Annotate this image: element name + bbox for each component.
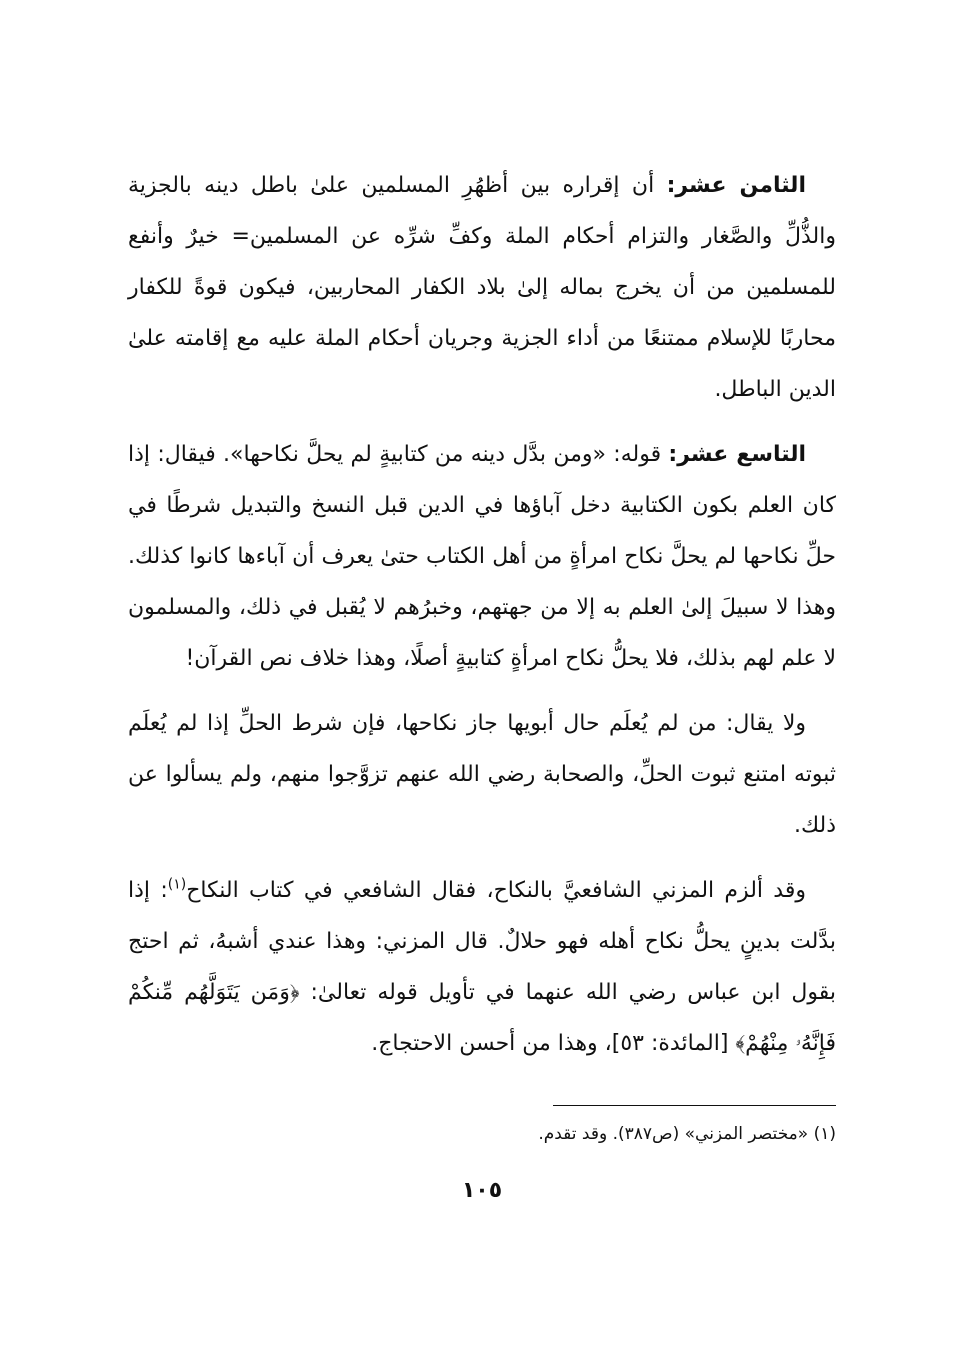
paragraph-body: أن إقراره بين أظهُرِ المسلمين علىٰ باطل دينه بالجزية والذُّلِّ والصَّغار والتزام أحكام الملة وكفِّ شرِّه عن المسلمين= خيرٌ وأنفع للمسلمين من أن يخرج بماله إلىٰ بلاد الكفار المحاربين، فيكون قوةً للكفار محاربًا للإسلام ممتنعًا من أداء الجزية وجريان أحكام الملة عليه مع إقامته علىٰ الدين الباطل. — [128, 173, 836, 402]
footnote-1: (١) «مختصر المزني» (ص٣٨٧). وقد تقدم. — [538, 1124, 836, 1144]
main-text — [128, 160, 836, 1083]
paragraph-body: قوله: «ومن بدَّل دينه من كتابيةٍ لم يحلَّ نكاحها». فيقال: إذا كان العلم بكون الكتابية دخل آباؤها في الدين قبل النسخ والتبديل شرطًا في حلِّ نكاحها لم يحلَّ نكاح امرأةٍ من أهل الكتاب حتىٰ يعرف أن آباءها كانوا كذلك. وهذا لا سبيلَ إلىٰ العلم به إلا من جهتهم، وخبرُهم لا يُقبل في ذلك، والمسلمون لا علم لهم بذلك، فلا يحلُّ نكاح امرأةٍ كتابيةٍ أصلًا، وهذا خلاف نص القرآن! — [128, 442, 836, 671]
page-number: ١٠٥ — [461, 1178, 503, 1203]
footnote-marker[interactable]: (١) — [167, 876, 187, 893]
paragraph-nineteenth — [128, 429, 836, 684]
paragraph-body: ولا يقال: من لم يُعلَم حال أبويها جاز نكاحها، فإن شرط الحلِّ إذا لم يُعلَم ثبوته امتنع ثبوت الحلِّ، والصحابة رضي الله عنهم تزوَّجوا منهم، ولم يسألوا عن ذلك. — [128, 711, 836, 838]
paragraph-muzani — [128, 865, 836, 1069]
paragraph-heading: التاسع عشر: — [668, 442, 807, 467]
paragraph-eighteenth — [128, 160, 836, 415]
paragraph-body-continued: : إذا بدَّلت بدينٍ يحلُّ نكاح أهله فهو حلالٌ. قال المزني: وهذا عندي أشبهُ، ثم احتج بقول ابن عباس رضي الله عنهما في تأويل قوله تعالىٰ: ﴿وَمَن يَتَوَلَّهُم مِّنكُمْ فَإِنَّهُۥ مِنْهُمْ﴾ [المائدة: ٥٣]، وهذا من أحسن الاحتجاج. — [128, 878, 836, 1056]
paragraph-objection — [128, 698, 836, 851]
paragraph-heading: الثامن عشر: — [666, 173, 806, 198]
paragraph-body: وقد ألزم المزني الشافعيَّ بالنكاح، فقال الشافعي في كتاب النكاح — [186, 878, 806, 903]
footnote-divider — [553, 1105, 836, 1106]
